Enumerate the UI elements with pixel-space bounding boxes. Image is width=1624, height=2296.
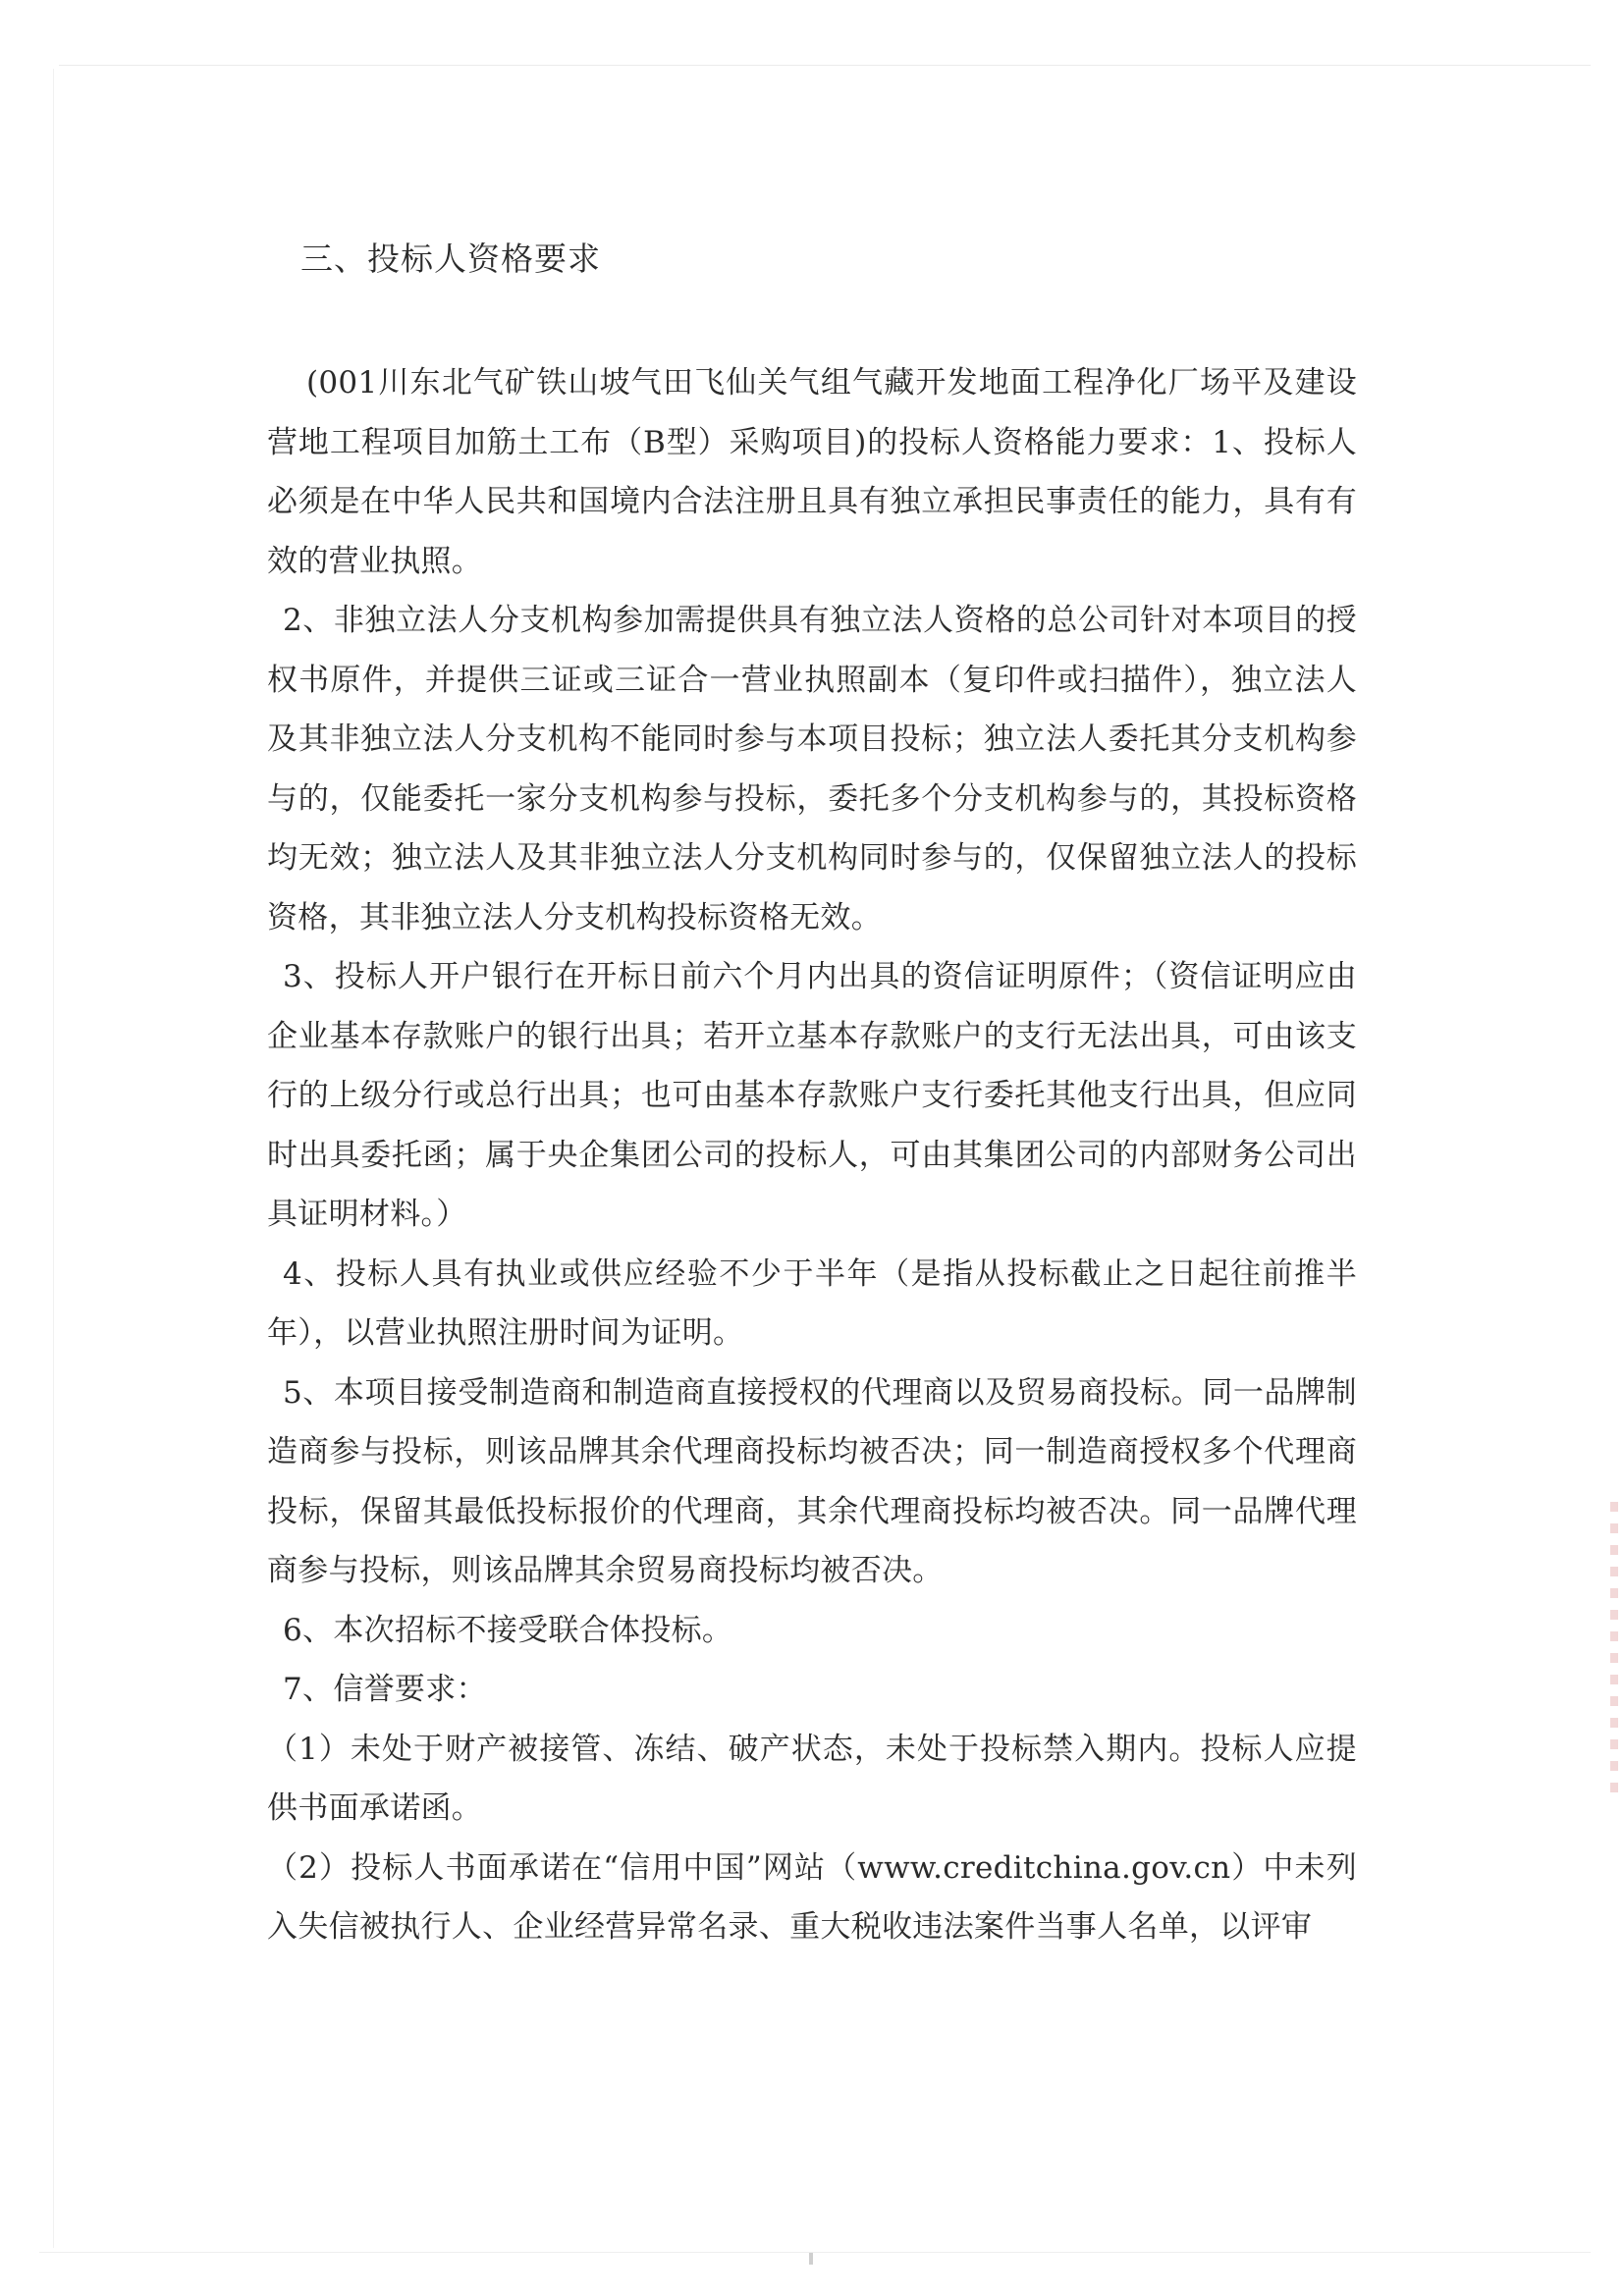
paragraph-intro-requirement-1: (001川东北气矿铁山坡气田飞仙关气组气藏开发地面工程净化厂场平及建设营地工程项目加筋土工布（B型）采购项目)的投标人资格能力要求：1、投标人必须是在中华人民共和国境内合法注册且具有独立承担民事责任的能力，具有有效的营业执照。 <box>267 365 1357 579</box>
paragraph-requirement-5: 5、本项目接受制造商和制造商直接授权的代理商以及贸易商投标。同一品牌制造商参与投标，则该品牌其余代理商投标均被否决；同一制造商授权多个代理商投标，保留其最低投标报价的代理商，其余代理商投标均被否决。同一品牌代理商参与投标，则该品牌其余贸易商投标均被否决。 <box>267 1374 1357 1588</box>
scan-edge-bottom <box>39 2252 1591 2253</box>
scan-edge-left <box>53 69 54 2248</box>
paragraph-requirement-4: 4、投标人具有执业或供应经验不少于半年（是指从投标截止之日起往前推半年），以营业执照注册时间为证明。 <box>267 1255 1357 1351</box>
scan-edge-top <box>59 65 1591 66</box>
section-heading: 三、投标人资格要求 <box>300 240 601 278</box>
paragraph-credit-item-1: （1）未处于财产被接管、冻结、破产状态，未处于投标禁入期内。投标人应提供书面承诺函。 <box>267 1731 1357 1826</box>
section-body <box>267 353 1357 1957</box>
paragraph-requirement-6: 6、本次招标不接受联合体投标。 <box>283 1612 733 1648</box>
paragraph-requirement-2: 2、非独立法人分支机构参加需提供具有独立法人资格的总公司针对本项目的授权书原件，并提供三证或三证合一营业执照副本（复印件或扫描件），独立法人及其非独立法人分支机构不能同时参与本项目投标；独立法人委托其分支机构参与的，仅能委托一家分支机构参与投标，委托多个分支机构参与的，其投标资格均无效；独立法人及其非独立法人分支机构同时参与的，仅保留独立法人的投标资格，其非独立法人分支机构投标资格无效。 <box>267 603 1357 935</box>
paragraph-requirement-7: 7、信誉要求： <box>283 1672 487 1707</box>
footer-mark <box>809 2253 813 2265</box>
paragraph-requirement-3: 3、投标人开户银行在开标日前六个月内出具的资信证明原件；（资信证明应由企业基本存款账户的银行出具；若开立基本存款账户的支行无法出具，可由该支行的上级分行或总行出具；也可由基本存款账户支行委托其他支行出具，但应同时出具委托函；属于央企集团公司的投标人，可由其集团公司的内部财务公司出具证明材料。） <box>267 959 1357 1232</box>
paragraph-credit-item-2: （2）投标人书面承诺在“信用中国”网站（www.creditchina.gov.cn）中未列入失信被执行人、企业经营异常名录、重大税收违法案件当事人名单，以评审 <box>267 1849 1357 1945</box>
binding-stamp-mark <box>1610 1502 1618 1796</box>
